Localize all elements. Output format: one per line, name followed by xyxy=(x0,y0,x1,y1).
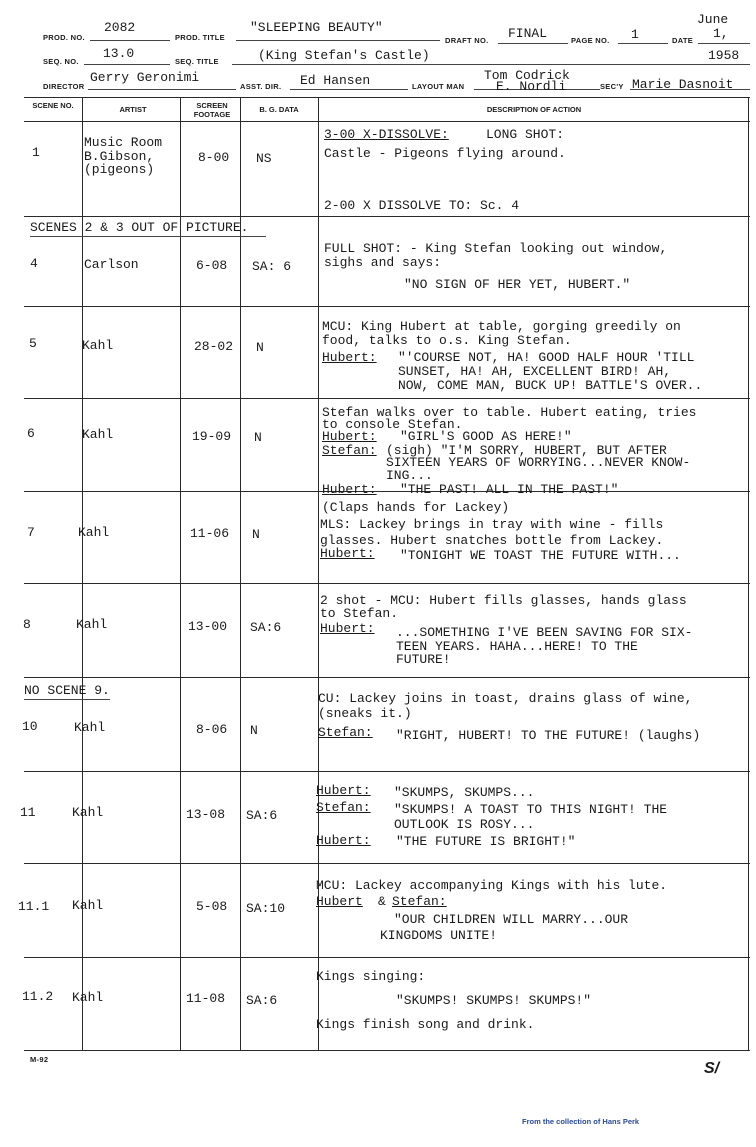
scene-number: 4 xyxy=(30,256,38,271)
artist-name: Kahl xyxy=(72,805,104,820)
description-line: SIXTEEN YEARS OF WORRYING...NEVER KNOW- xyxy=(386,455,691,470)
description-line: 2-00 X DISSOLVE TO: Sc. 4 xyxy=(324,198,520,213)
bg-data: N xyxy=(254,430,262,445)
layout-man-label: LAYOUT MAN xyxy=(412,82,465,91)
bg-data: N xyxy=(250,723,258,738)
prod-title-label: PROD. TITLE xyxy=(175,33,225,42)
secy-value: Marie Dasnoit xyxy=(632,77,734,92)
artist-name: Kahl xyxy=(74,720,106,735)
scene-number: 10 xyxy=(22,719,38,734)
description-line: "THE FUTURE IS BRIGHT!" xyxy=(396,834,576,849)
description-line: Kings singing: xyxy=(316,969,426,984)
layout-man-value-1: Tom Codrick xyxy=(484,68,570,83)
description-line: "THE PAST! ALL IN THE PAST!" xyxy=(400,482,619,497)
speaker-label: Stefan: xyxy=(316,800,371,815)
seq-title-value: (King Stefan's Castle) xyxy=(258,48,430,63)
director-value: Gerry Geronimi xyxy=(90,70,200,85)
seq-no-value: 13.0 xyxy=(103,46,135,61)
date-line-2: 1, xyxy=(713,26,729,41)
scene-number: 11.1 xyxy=(18,899,50,914)
form-number: M-92 xyxy=(30,1055,49,1064)
bg-data: SA:6 xyxy=(246,808,278,823)
description-line: sighs and says: xyxy=(324,255,442,270)
speaker-label: Hubert xyxy=(316,894,363,909)
screen-footage: 13-08 xyxy=(186,807,226,822)
bg-data: N xyxy=(256,340,264,355)
description-line: "SKUMPS, SKUMPS... xyxy=(394,785,535,800)
description-line: "SKUMPS! SKUMPS! SKUMPS!" xyxy=(396,993,592,1008)
page-mark: S/ xyxy=(704,1060,720,1077)
speaker-label: Hubert: xyxy=(316,833,371,848)
collection-credit: From the collection of Hans Perk xyxy=(522,1117,640,1126)
screen-footage: 11-06 xyxy=(190,526,230,541)
artist-name: B.Gibson, xyxy=(84,149,155,164)
description-line: "TONIGHT WE TOAST THE FUTURE WITH... xyxy=(400,548,681,563)
description-line: TEEN YEARS. HAHA...HERE! TO THE xyxy=(396,639,638,654)
scene-number: 5 xyxy=(29,336,37,351)
scene-number: 11 xyxy=(20,805,36,820)
screen-footage: 13-00 xyxy=(188,619,228,634)
secy-label: SEC'Y xyxy=(600,82,624,91)
asst-dir-label: ASST. DIR. xyxy=(240,82,282,91)
screen-footage: 11-08 xyxy=(186,991,226,1006)
description-line: "SKUMPS! A TOAST TO THIS NIGHT! THE xyxy=(394,802,668,817)
prod-no-label: PROD. NO. xyxy=(43,33,85,42)
screen-footage: 6-08 xyxy=(196,258,228,273)
asst-dir-value: Ed Hansen xyxy=(300,73,371,88)
speaker-label: Hubert: xyxy=(322,482,377,497)
description-line: MCU: Lackey accompanying Kings with his lute. xyxy=(316,878,668,893)
description-line: to console Stefan. xyxy=(322,417,463,432)
description-line: Kings finish song and drink. xyxy=(316,1017,535,1032)
description-line: "'COURSE NOT, HA! GOOD HALF HOUR 'TILL xyxy=(398,350,695,365)
description-line: Castle - Pigeons flying around. xyxy=(324,146,566,161)
col-scene-no: SCENE NO. xyxy=(32,101,74,110)
description-line: NOW, COME MAN, BUCK UP! BATTLE'S OVER.. xyxy=(398,378,703,393)
page-no-label: PAGE NO. xyxy=(571,36,610,45)
speaker-label: Hubert: xyxy=(322,350,377,365)
description-line: CU: Lackey joins in toast, drains glass of wine, xyxy=(318,691,693,706)
artist-name: Kahl xyxy=(78,525,110,540)
description-line: OUTLOOK IS ROSY... xyxy=(394,817,535,832)
bg-data: NS xyxy=(256,151,272,166)
description-line: FULL SHOT: - King Stefan looking out window, xyxy=(324,241,668,256)
date-line-1: June xyxy=(697,12,729,27)
page-no-value: 1 xyxy=(631,27,639,42)
description-line: "RIGHT, HUBERT! TO THE FUTURE! (laughs) xyxy=(396,728,701,743)
description-line: ING... xyxy=(386,468,433,483)
description-line: food, talks to o.s. King Stefan. xyxy=(322,333,572,348)
speaker-label: Stefan: xyxy=(318,725,373,740)
bg-data: SA:6 xyxy=(250,620,282,635)
description-line: glasses. Hubert snatches bottle from Lackey. xyxy=(320,533,664,548)
draft-no-label: DRAFT NO. xyxy=(445,36,489,45)
artist-name: Kahl xyxy=(76,617,108,632)
date-label: DATE xyxy=(672,36,694,45)
artist-name: Carlson xyxy=(84,257,139,272)
scene-number: 7 xyxy=(27,525,35,540)
prod-title-value: "SLEEPING BEAUTY" xyxy=(250,20,383,35)
speaker-label: Hubert: xyxy=(320,546,375,561)
description-line: ...SOMETHING I'VE BEEN SAVING FOR SIX- xyxy=(396,625,693,640)
scene-number: 11.2 xyxy=(22,989,54,1004)
artist-name: Kahl xyxy=(82,338,114,353)
screen-footage: 19-09 xyxy=(192,429,232,444)
description-line: Stefan walks over to table. Hubert eating, tries xyxy=(322,405,697,420)
description-line: KINGDOMS UNITE! xyxy=(380,928,498,943)
screen-footage: 8-00 xyxy=(198,150,230,165)
description-line: LONG SHOT: xyxy=(486,127,565,142)
speaker-label: Hubert: xyxy=(322,429,377,444)
scene-number: 1 xyxy=(32,145,40,160)
director-label: DIRECTOR xyxy=(43,82,85,91)
col-screen-footage: SCREEN FOOTAGE xyxy=(193,101,231,119)
description-line: MCU: King Hubert at table, gorging greedily on xyxy=(322,319,681,334)
layout-man-value-2: E. Nordli xyxy=(496,79,567,94)
bg-data: N xyxy=(252,527,260,542)
artist-name: Kahl xyxy=(72,898,104,913)
scene-number: 6 xyxy=(27,426,35,441)
col-bg-data: B. G. DATA xyxy=(259,105,299,114)
note-scenes-2-3: SCENES 2 & 3 OUT OF PICTURE. xyxy=(30,220,249,235)
bg-data: SA: 6 xyxy=(252,259,292,274)
artist-name: Kahl xyxy=(72,990,104,1005)
bg-data: SA:6 xyxy=(246,993,278,1008)
speaker-label: Hubert: xyxy=(320,621,375,636)
description-line: 2 shot - MCU: Hubert fills glasses, hands glass xyxy=(320,593,687,608)
date-year: 1958 xyxy=(708,48,740,63)
draft-no-value: FINAL xyxy=(508,26,548,41)
description-line: "OUR CHILDREN WILL MARRY...OUR xyxy=(394,912,629,927)
scene-number: 8 xyxy=(23,617,31,632)
speaker-label: Hubert: xyxy=(316,783,371,798)
description-line: "GIRL'S GOOD AS HERE!" xyxy=(400,429,572,444)
artist-name: Music Room xyxy=(84,135,163,150)
prod-no-value: 2082 xyxy=(104,20,136,35)
artist-name: Kahl xyxy=(82,427,114,442)
speaker-label: Stefan: xyxy=(322,443,377,458)
bg-data: SA:10 xyxy=(246,901,286,916)
col-artist: ARTIST xyxy=(119,105,147,114)
description-line: 3-00 X-DISSOLVE: xyxy=(324,127,449,142)
screen-footage: 8-06 xyxy=(196,722,228,737)
seq-title-label: SEQ. TITLE xyxy=(175,57,219,66)
col-description: DESCRIPTION OF ACTION xyxy=(486,105,582,114)
screen-footage: 28-02 xyxy=(194,339,234,354)
description-line: (sneaks it.) xyxy=(318,706,412,721)
note-no-scene-9: NO SCENE 9. xyxy=(24,683,110,698)
description-line: "NO SIGN OF HER YET, HUBERT." xyxy=(404,277,631,292)
description-line: (Claps hands for Lackey) xyxy=(322,500,510,515)
description-line: FUTURE! xyxy=(396,652,451,667)
seq-no-label: SEQ. NO. xyxy=(43,57,79,66)
description-line: to Stefan. xyxy=(320,606,399,621)
screen-footage: 5-08 xyxy=(196,899,228,914)
speaker-ampersand: & xyxy=(378,894,386,909)
description-line: SUNSET, HA! AH, EXCELLENT BIRD! AH, xyxy=(398,364,672,379)
description-line: MLS: Lackey brings in tray with wine - fills xyxy=(320,517,664,532)
description-line: (sigh) "I'M SORRY, HUBERT, BUT AFTER xyxy=(386,443,667,458)
artist-name: (pigeons) xyxy=(84,162,155,177)
speaker-label: Stefan: xyxy=(392,894,447,909)
